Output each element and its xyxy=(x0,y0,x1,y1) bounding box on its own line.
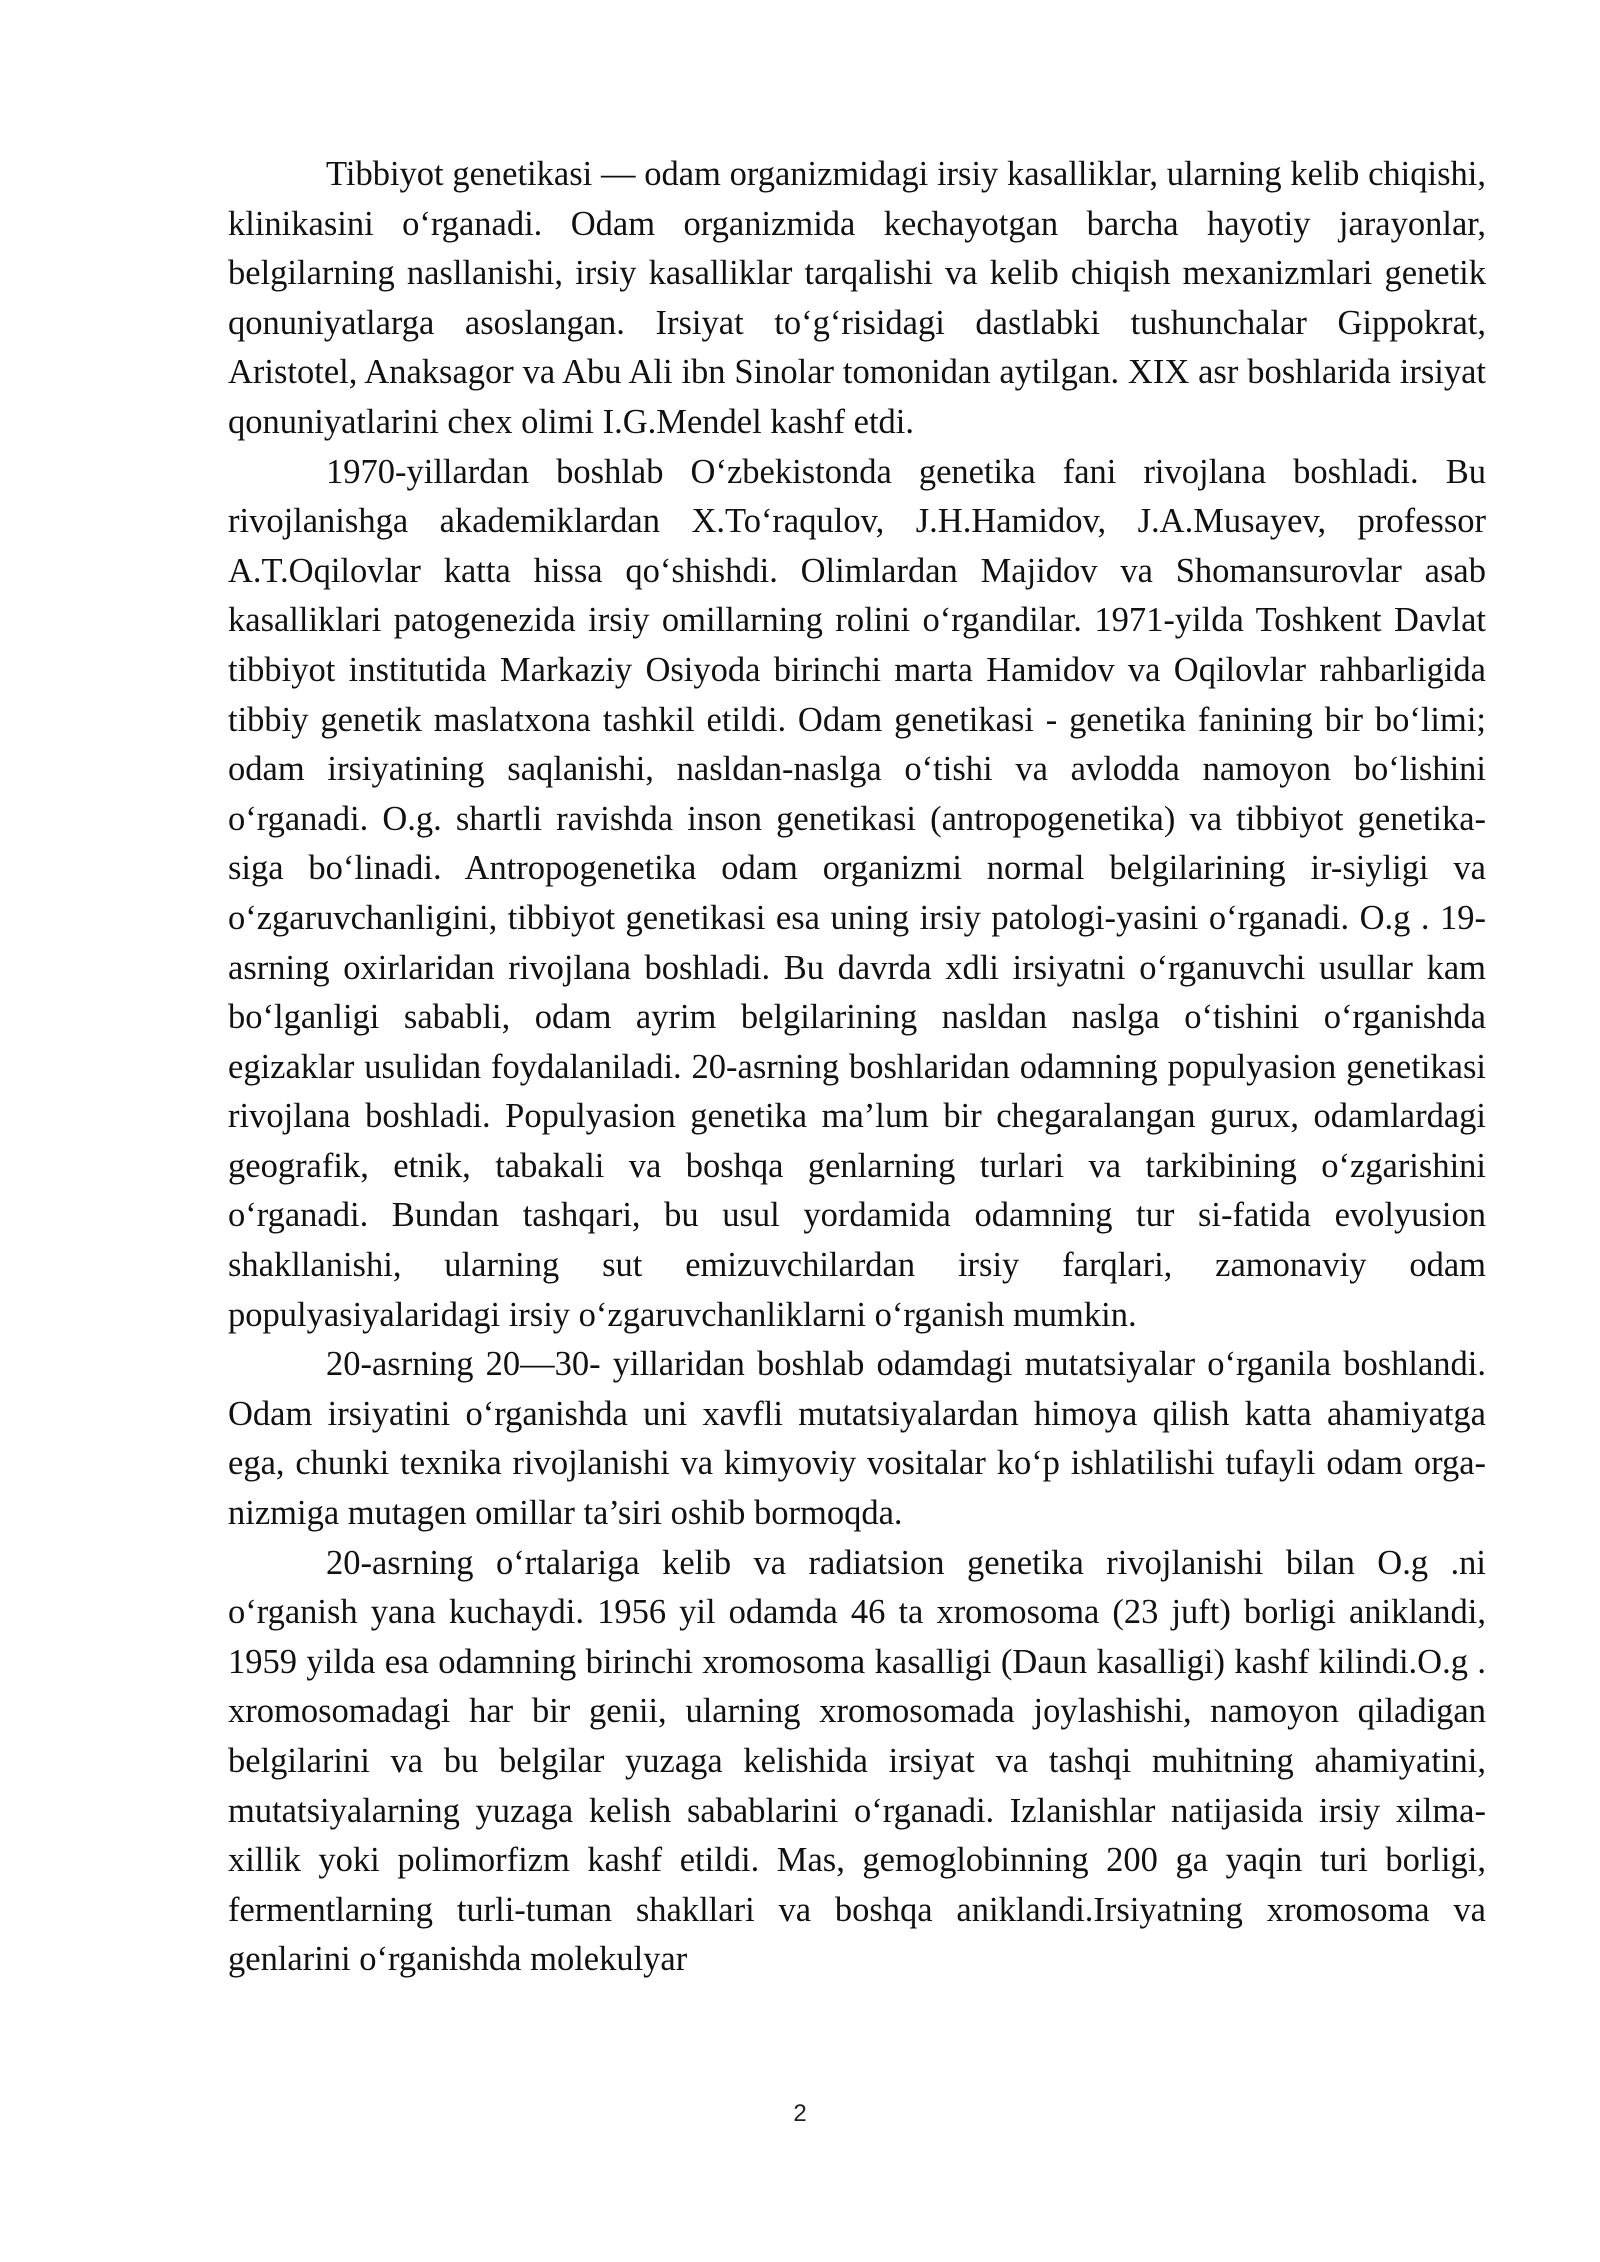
paragraph-mutations: 20-asrning 20—30- yillaridan boshlab odamdagi mutatsiyalar o‘rganila boshlandi. Odam irsiyatini o‘rganishda uni xavfli mutatsiyalardan himoya qilish katta ahamiyatga ega, chunki texnika rivojlanishi va kimyoviy vositalar ko‘p ishlatilishi tufayli odam orga-nizmiga mutagen omillar ta’siri oshib bormoqda. xyxy=(228,1345,1486,1533)
paragraph-uzbekistan-history: 1970-yillardan boshlab O‘zbekistonda genetika fani rivojlana boshladi. Bu rivojlanishga akademiklardan X.To‘raqulov, J.H.Hamidov, J.A.Musayev, professor A.T.Oqilovlar katta hissa qo‘shishdi. Olimlardan Majidov va Shomansurovlar asab kasalliklari patogenezida irsiy omillarning rolini o‘rgandilar. 1971-yilda Toshkent Davlat tibbiyot institutida Markaziy Osiyoda birinchi marta Hamidov va Oqilovlar rahbarligida tibbiy genetik maslatxona tashkil etildi. Odam genetikasi - genetika fanining bir bo‘limi; odam irsiyatining saqlanishi, nasldan-naslga o‘tishi va avlodda namoyon bo‘lishini o‘rganadi. O.g. shartli ravishda inson genetikasi (antropogenetika) va tibbiyot genetika-siga bo‘linadi. Antropogenetika odam organizmi normal belgilarining ir-siyligi va o‘zgaruvchanligini, tibbiyot genetikasi esa uning irsiy patologi-yasini o‘rganadi. O.g . 19-asrning oxirlaridan rivojlana boshladi. Bu davrda xdli irsiyatni o‘rganuvchi usullar kam bo‘lganligi sababli, odam ayrim belgilarining nasldan naslga o‘tishini o‘rganishda egizaklar usulidan foydalaniladi. 20-asrning boshlaridan odamning populyasion genetikasi rivojlana boshladi. Populyasion genetika ma’lum bir chegaralangan gurux, odamlardagi geografik, etnik, tabakali va boshqa genlarning turlari va tarkibining o‘zgarishini o‘rganadi. Bundan tashqari, bu usul yordamida odamning tur si-fatida evolyusion shakllanishi, ularning sut emizuvchilardan irsiy farqlari, zamonaviy odam populyasiyalaridagi irsiy o‘zgaruvchanliklarni o‘rganish mumkin. xyxy=(228,452,1486,1334)
document-body xyxy=(228,150,1486,1985)
page-number: 2 xyxy=(793,2100,807,2127)
paragraph-radiation-genetics: 20-asrning o‘rtalariga kelib va radiatsion genetika rivojlanishi bilan O.g .ni o‘rganish yana kuchaydi. 1956 yil odamda 46 ta xromosoma (23 juft) borligi aniklandi, 1959 yilda esa odamning birinchi xromosoma kasalligi (Daun kasalligi) kashf kilindi.O.g . xromosomadagi har bir genii, ularning xromosomada joylashishi, namoyon qiladigan belgilarini va bu belgilar yuzaga kelishida irsiyat va tashqi muhitning ahamiyatini, mutatsiyalarning yuzaga kelish sabablarini o‘rganadi. Izlanishlar natijasida irsiy xilma-xillik yoki polimorfizm kashf etildi. Mas, gemoglobinning 200 ga yaqin turi borligi, fermentlarning turli-tuman shakllari va boshqa aniklandi.Irsiyatning xromosoma va genlarini o‘rganishda molekulyar xyxy=(228,1543,1486,1979)
paragraph-intro: Tibbiyot genetikasi — odam organizmidagi irsiy kasalliklar, ularning kelib chiqishi, klinikasini o‘rganadi. Odam organizmida kechayotgan barcha hayotiy jarayonlar, belgilarning nasllanishi, irsiy kasalliklar tarqalishi va kelib chiqish mexanizmlari genetik qonuniyatlarga asoslangan. Irsiyat to‘g‘risidagi dastlabki tushunchalar Gippokrat, Aristotel, Anaksagor va Abu Ali ibn Sinolar tomonidan aytilgan. XIX asr boshlarida irsiyat qonuniyatlarini chex olimi I.G.Mendel kashf etdi. xyxy=(228,155,1486,441)
